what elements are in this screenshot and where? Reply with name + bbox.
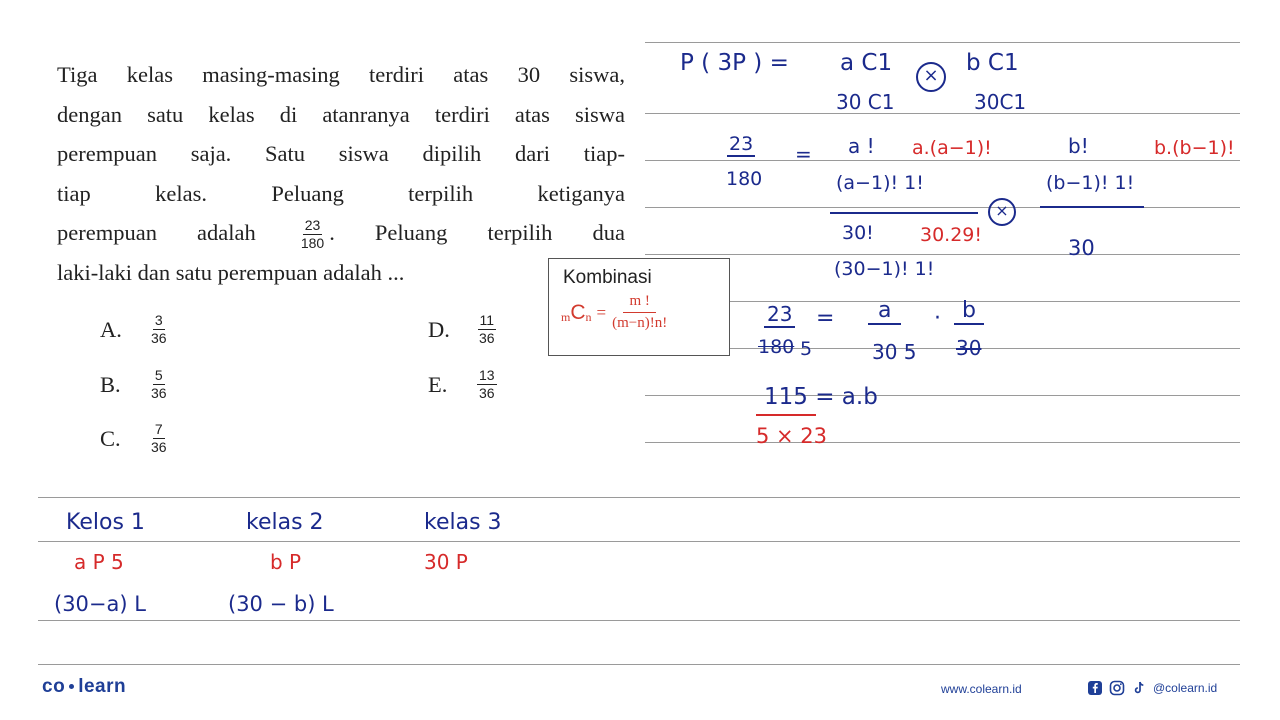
option-label: E.: [428, 371, 448, 397]
logo-text: learn: [78, 676, 127, 697]
question-line: perempuan saja. Satu siswa dipilih dari tiap-: [57, 141, 625, 166]
handwritten-fraction-den: 180: [758, 336, 795, 358]
option-label: B.: [100, 371, 121, 397]
ruled-line: [730, 301, 1240, 302]
option-fraction: [477, 367, 497, 402]
option-label: A.: [100, 316, 122, 342]
handwritten-kelas-3: kelas 3: [424, 510, 502, 535]
option-e: [428, 367, 500, 402]
ruled-line: [645, 442, 1240, 443]
handwritten-fraction-num: a C1: [840, 50, 893, 76]
handwritten-eq4: 115 = a.b: [764, 384, 878, 410]
question-text-part: . Peluang terpilih dua: [329, 220, 625, 245]
ruled-line: [38, 497, 1240, 498]
option-fraction: [149, 367, 169, 402]
handwritten-fraction-bar: [1040, 206, 1144, 208]
ruled-line: [38, 620, 1240, 621]
handwritten-row-l: (30 − b) L: [228, 592, 334, 616]
handwritten-kelas-1: Kelos 1: [66, 510, 145, 535]
fraction-numerator: 23: [304, 217, 321, 234]
handwritten-row-l: (30−a) L: [54, 592, 146, 616]
tiktok-icon[interactable]: [1131, 680, 1147, 696]
handwritten-fraction-den: 30 5: [872, 340, 917, 364]
handwritten-fraction-num: b: [954, 298, 984, 325]
ruled-line: [645, 254, 1240, 255]
formula-equals: =: [596, 302, 607, 322]
handwritten-note: 30.29!: [920, 224, 983, 246]
question-line: laki-laki dan satu perempuan adalah ...: [57, 259, 405, 285]
question-line: dengan satu kelas di atanranya terdiri atas siswa: [57, 101, 625, 127]
handwritten-kelas-2: kelas 2: [246, 510, 324, 535]
logo-dot: [69, 684, 74, 689]
handwritten-dot: ·: [934, 306, 941, 331]
ruled-line: [645, 160, 1240, 161]
handwritten-fraction-den: (30−1)! 1!: [834, 258, 935, 280]
option-fraction: [149, 421, 169, 456]
handwritten-fraction-num: b!: [1068, 134, 1089, 158]
instagram-icon[interactable]: [1109, 680, 1125, 696]
fraction-numerator: m !: [623, 293, 655, 313]
fraction-denominator: 36: [479, 330, 495, 346]
option-label: D.: [428, 316, 450, 342]
footer-handle[interactable]: @colearn.id: [1153, 681, 1218, 695]
handwritten-note: a.(a−1)!: [912, 137, 992, 159]
handwritten-fraction-num: 23: [764, 302, 795, 328]
fraction-numerator: 3: [154, 312, 163, 328]
option-fraction: [477, 312, 497, 347]
option-d: [428, 312, 500, 347]
fraction-denominator: 36: [479, 385, 495, 401]
fraction-numerator: 5: [154, 367, 163, 383]
handwritten-row-p: a P 5: [74, 550, 124, 574]
handwritten-fraction-num: 23: [729, 133, 754, 155]
kombinasi-formula-box: [548, 258, 730, 356]
handwritten-underline: [756, 414, 816, 416]
question-line: Tiga kelas masing-masing terdiri atas 30 siswa,: [57, 62, 625, 87]
handwritten-fraction-den: 30 C1: [836, 90, 895, 114]
fraction-numerator: 11: [479, 312, 495, 328]
handwritten-fraction-den: 30: [956, 336, 982, 360]
fraction-numerator: 7: [154, 421, 163, 437]
handwritten-fraction-bar: [830, 212, 978, 214]
handwritten-eq5: 5 × 23: [756, 424, 828, 448]
option-b: [100, 367, 172, 402]
fraction-denominator: 36: [151, 385, 167, 401]
fraction-numerator: 13: [479, 367, 495, 383]
ruled-line: [38, 541, 1240, 542]
handwritten-fraction-num: a !: [848, 134, 875, 158]
kombinasi-title: Kombinasi: [563, 267, 652, 288]
fraction-denominator: 36: [151, 330, 167, 346]
handwritten-times-circle: ×: [916, 62, 946, 92]
question-text-part: perempuan adalah: [57, 220, 256, 245]
formula-symbol: C: [570, 300, 586, 324]
handwritten-times-circle: ×: [988, 198, 1016, 226]
facebook-icon[interactable]: [1087, 680, 1103, 696]
handwritten-fraction-den: 30C1: [974, 90, 1027, 114]
handwritten-fraction-num: b C1: [966, 50, 1019, 76]
fraction-denominator: 36: [151, 439, 167, 455]
question-line-with-fraction: [57, 213, 625, 253]
question-line: tiap kelas. Peluang terpilih ketiganya: [57, 180, 625, 206]
logo-text: co: [42, 676, 66, 697]
footer-url[interactable]: www.colearn.id: [941, 682, 1022, 696]
handwritten-value: 30: [1068, 236, 1095, 260]
handwritten-fraction-den: 180: [726, 168, 763, 190]
fraction-denominator: (m−n)!n!: [612, 315, 668, 331]
handwritten-fraction-num: a: [868, 298, 901, 325]
handwritten-row-p: 30 P: [424, 550, 468, 574]
formula-subscript: n: [585, 310, 592, 324]
formula-fraction: [612, 293, 667, 332]
kombinasi-formula: [561, 293, 667, 332]
handwritten-equals: =: [795, 142, 812, 166]
handwritten-strike-multiplier: 5: [800, 338, 813, 360]
ruled-line: [645, 395, 1240, 396]
ruled-line: [645, 113, 1240, 114]
handwritten-eq1-left: P ( 3P ) =: [680, 50, 789, 76]
ruled-line: [38, 664, 1240, 665]
option-a: [100, 312, 172, 347]
handwritten-fraction-den: (a−1)! 1!: [836, 172, 924, 194]
option-fraction: [149, 312, 169, 347]
given-probability-fraction: [299, 217, 326, 252]
handwritten-note: b.(b−1)!: [1154, 137, 1235, 159]
handwritten-fraction-den: (b−1)! 1!: [1046, 172, 1135, 194]
colearn-logo: [42, 676, 126, 698]
option-label: C.: [100, 425, 121, 451]
handwritten-row-p: b P: [270, 550, 302, 574]
question-text: [57, 55, 625, 292]
formula-subscript: m: [561, 310, 571, 324]
ruled-line: [645, 207, 1240, 208]
ruled-line: [645, 42, 1240, 43]
option-c: [100, 421, 172, 456]
fraction-denominator: 180: [300, 235, 325, 252]
footer-social: [1087, 680, 1217, 696]
handwritten-fraction-num: 30!: [842, 222, 874, 244]
handwritten-equals: =: [816, 306, 835, 331]
